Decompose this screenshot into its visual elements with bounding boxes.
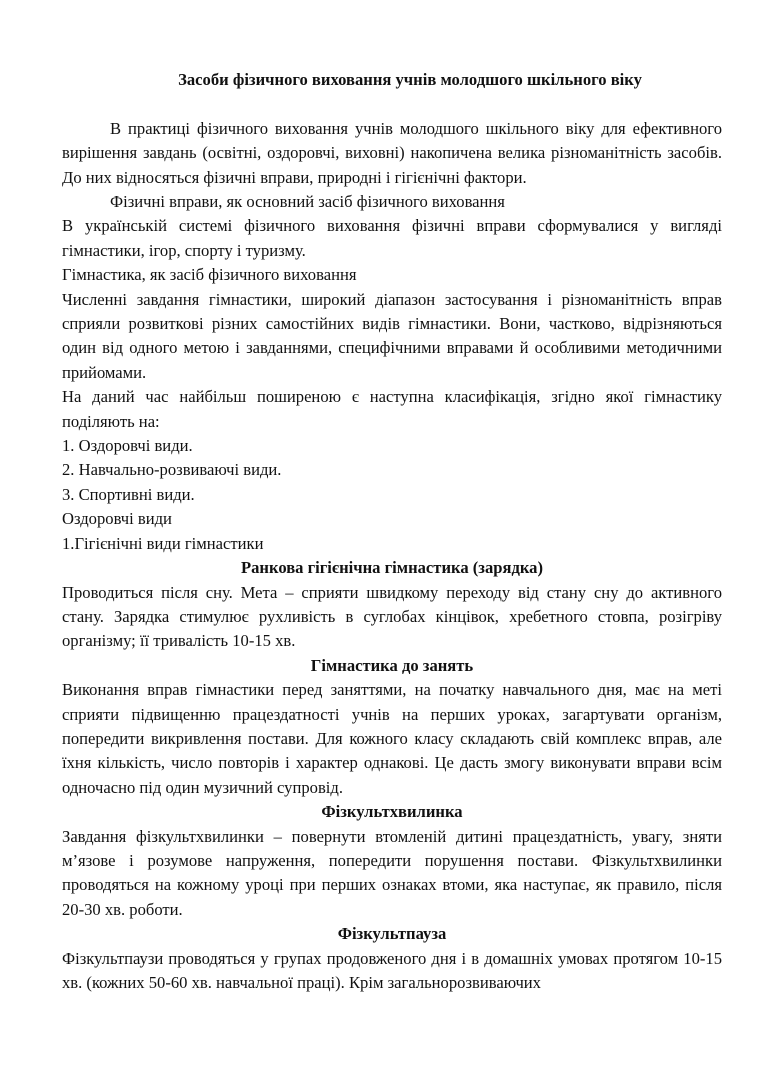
classification-paragraph: На даний час найбільш поширеною є наступна класифікація, згідно якої гімнастику поділяють на: <box>62 387 722 431</box>
gymnastics-paragraph: Численні завдання гімнастики, широкий діапазон застосування і різноманітність вправ сприяли розвиткові різних самостійних видів гімнастики. Вони, частково, відрізняються один від одного метою і завданнями, специфічними вправами й особливими методичними прийомами. <box>62 289 722 382</box>
gymnastics-subheading: Гімнастика, як засіб фізичного виховання <box>62 265 357 285</box>
classification-item: 2. Навчально-розвиваючі види. <box>62 460 282 480</box>
physical-minute-heading: Фізкультхвилинка <box>321 802 463 822</box>
before-classes-heading: Гімнастика до занять <box>310 655 474 675</box>
classification-item: 1. Оздоровчі види. <box>62 436 193 456</box>
morning-heading: Ранкова гігієнічна гімнастика (зарядка) <box>241 558 543 578</box>
intro-paragraph: В практиці фізичного виховання учнів молодшого шкільного віку для ефективного вирішення завдань (освітні, оздоровчі, виховні) накопичена велика різноманітність засобів. До них відносяться фізичні вправи, природні і гігієнічні фактори. <box>62 118 722 187</box>
exercises-subheading: Фізичні вправи, як основний засіб фізичного виховання <box>110 192 505 212</box>
hygienic-types-label: 1.Гігієнічні види гімнастики <box>62 533 264 553</box>
physical-pause-paragraph: Фізкультпаузи проводяться у групах продовженого дня і в домашніх умовах протягом 10-15 хв. (кожних 50-60 хв. навчальної праці). Крім загальнорозвиваючих <box>62 948 722 993</box>
physical-minute-paragraph: Завдання фізкультхвилинки – повернути втомленій дитині працездатність, увагу, зняти м’язове і розумове напруження, попередити порушення постави. Фізкультхвилинки проводяться на кожному уроці при перших ознаках втоми, яка наступає, як правило, після 20-30 хв. роботи. <box>62 826 722 919</box>
morning-paragraph: Проводиться після сну. Мета – сприяти швидкому переходу від стану сну до активного стану. Зарядка стимулює рухливість в суглобах кінцівок, хребетного стовпа, розігріву організму; її тривалість 10-15 хв. <box>62 582 722 651</box>
classification-item: 3. Спортивні види. <box>62 484 195 504</box>
health-types-label: Оздоровчі види <box>62 509 172 529</box>
document-title: Засоби фізичного виховання учнів молодшого шкільного віку <box>178 70 642 89</box>
exercises-paragraph: В українській системі фізичного виховання фізичні вправи сформувалися у вигляді гімнастики, ігор, спорту і туризму. <box>62 216 722 260</box>
before-classes-paragraph: Виконання вправ гімнастики перед заняттями, на початку навчального дня, має на меті сприяти підвищенню працездатності учнів на перших уроках, загартувати організм, попередити викривлення постави. Для кожного класу складають свій комплекс вправ, але їхня кількість, число повторів і характер однакові. Це дасть змогу виконувати вправи всім одночасно під один музичний супровід. <box>62 680 722 797</box>
document-page <box>62 68 722 995</box>
physical-pause-heading: Фізкультпауза <box>337 924 447 944</box>
